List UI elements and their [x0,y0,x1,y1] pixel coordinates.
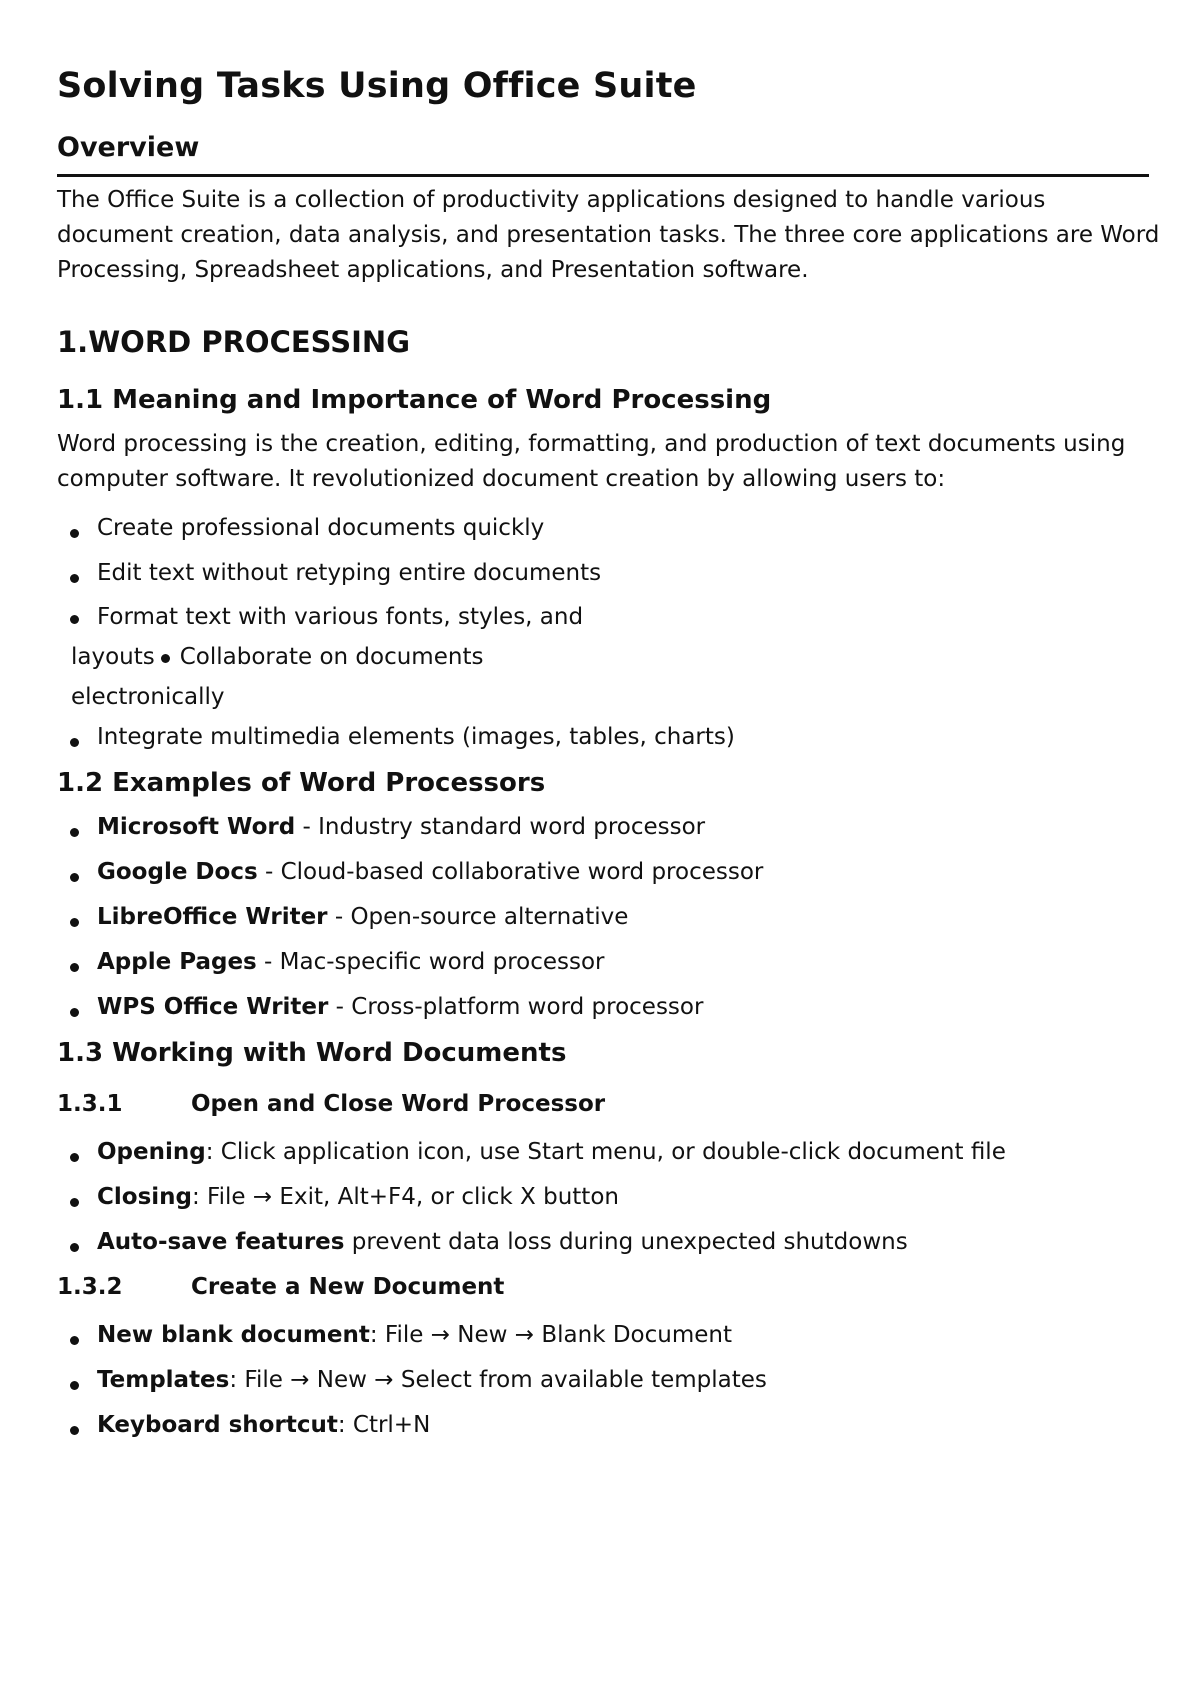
bullet-icon [70,873,79,882]
bullet-icon [161,654,170,663]
list-item: Integrate multimedia elements (images, tables, charts) [57,720,1162,754]
section-title: Create a New Document [191,1274,505,1300]
word-processing-definition: Word processing is the creation, editing, formatting, and production of text documents using computer software. It revolutionized document creation by allowing users to: [57,431,1126,492]
list-item: Closing: File → Exit, Alt+F4, or click X button [57,1180,1162,1214]
list-item: Google Docs - Cloud-based collaborative word processor [57,855,1162,889]
list-item-wrapped [57,597,1162,717]
bullet-icon [70,1243,79,1252]
overview-paragraph: The Office Suite is a collection of productivity applications designed to handle various document creation, data analysis, and presentation tasks. The three core applications are Word Processing, Spreadsheet applications, and Presentation software. [57,187,1160,283]
list-item: Microsoft Word - Industry standard word processor [57,810,1162,844]
bullet-icon [70,738,79,747]
list-item: WPS Office Writer - Cross-platform word processor [57,990,1162,1024]
subsubsection-heading-1-3-1 [57,1087,1162,1121]
bullet-icon [70,918,79,927]
section-heading-word-processing: 1.WORD PROCESSING [57,325,410,359]
subsubsection-heading-1-3-2 [57,1270,1162,1304]
benefits-list [57,511,1162,590]
open-close-list [57,1135,1162,1259]
bullet-icon [70,615,79,624]
section-number: 1.3.2 [57,1274,123,1300]
list-item: Apple Pages - Mac-specific word processor [57,945,1162,979]
page-title: Solving Tasks Using Office Suite [57,66,697,106]
benefits-list-end [57,720,1162,754]
list-item: Templates: File → New → Select from available templates [57,1363,1162,1397]
list-item: LibreOffice Writer - Open-source alternative [57,900,1162,934]
list-item: Collaborate on documents [179,644,484,670]
bullet-icon [70,1336,79,1345]
subsection-heading-1-3: 1.3 Working with Word Documents [57,1038,567,1068]
word-processors-list [57,810,1162,1024]
list-item-continuation: layouts [71,644,155,670]
new-document-list [57,1318,1162,1442]
bullet-icon [70,1008,79,1017]
bullet-icon [70,1198,79,1207]
bullet-icon [70,1153,79,1162]
subsection-heading-1-2: 1.2 Examples of Word Processors [57,768,546,798]
bullet-icon [70,1426,79,1435]
bullet-icon [70,828,79,837]
section-title: Open and Close Word Processor [191,1091,606,1117]
bullet-icon [70,1381,79,1390]
list-item: Opening: Click application icon, use Start menu, or double-click document file [57,1135,1162,1169]
bullet-icon [70,529,79,538]
subsection-heading-1-1: 1.1 Meaning and Importance of Word Processing [57,385,772,415]
list-item: Auto-save features prevent data loss during unexpected shutdowns [57,1225,1162,1259]
list-item: Create professional documents quickly [57,511,1162,545]
list-item: Format text with various fonts, styles, and [71,597,1162,637]
list-item-continuation: electronically [71,684,225,710]
overview-heading: Overview [57,130,1149,177]
list-item: Edit text without retyping entire documents [57,556,1162,590]
section-number: 1.3.1 [57,1091,123,1117]
list-item: Keyboard shortcut: Ctrl+N [57,1408,1162,1442]
document-page [57,62,1162,1453]
bullet-icon [70,963,79,972]
bullet-icon [70,574,79,583]
list-item: New blank document: File → New → Blank Document [57,1318,1162,1352]
